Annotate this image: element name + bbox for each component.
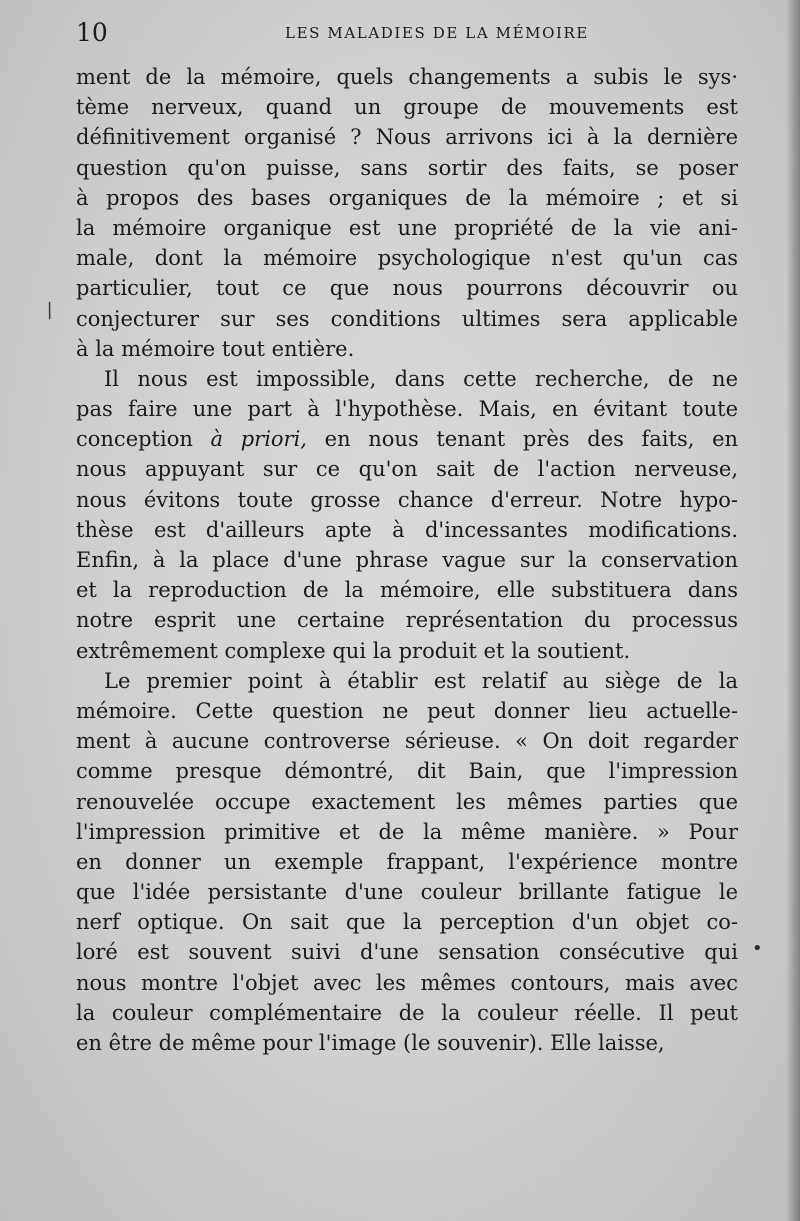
text-line: ment à aucune controverse sérieuse. « On doit regarder [76,729,738,754]
text-line: à propos des bases organiques de la mémoire ; et si [76,185,738,210]
margin-dot-mark: • [752,938,763,959]
text-line: définitivement organisé ? Nous arrivons ici à la dernière [76,125,738,150]
text-line: nous appuyant sur ce qu'on sait de l'action nerveuse, [76,457,738,482]
text-line: question qu'on puisse, sans sortir des faits, se poser [76,155,738,180]
text-line: en être de même pour l'image (le souvenir). Elle laisse, [76,1031,665,1055]
text-line: ment de la mémoire, quels changements a subis le sys· [76,65,738,89]
text-line: Enfin, à la place d'une phrase vague sur la conservation [76,548,738,572]
text-segment: conception [76,427,211,452]
text-line: particulier, tout ce que nous pourrons découvrir ou [76,276,738,301]
text-line: male, dont la mémoire psychologique n'est qu'un cas [76,246,738,271]
paragraph [76,666,738,1058]
text-line: en donner un exemple frappant, l'expérience montre [76,849,738,874]
text-line: la mémoire organique est une propriété de la vie ani- [76,215,738,240]
text-line: à la mémoire tout entière. [76,336,355,361]
text-line: extrêmement complexe qui la produit et la soutient. [76,638,631,663]
text-line: la couleur complémentaire de la couleur réelle. Il peut [76,1000,738,1025]
paragraph [76,364,738,666]
text-line: tème nerveux, quand un groupe de mouvements est [76,95,738,120]
text-line: pas faire une part à l'hypothèse. Mais, en évitant toute [76,397,738,422]
text-line: nerf optique. On sait que la perception d'un objet co- [76,910,738,935]
text-line: Il nous est impossible, dans cette recherche, de ne [104,366,738,391]
paragraph [76,62,738,364]
text-segment: en nous tenant près des faits, en [307,427,739,452]
text-line [76,424,738,454]
text-line: renouvelée occupe exactement les mêmes parties que [76,789,738,814]
text-line: l'impression primitive et de la même manière. » Pour [76,819,738,844]
text-line: conjecturer sur ses conditions ultimes sera applicable [76,306,738,331]
text-line: mémoire. Cette question ne peut donner lieu actuelle- [76,698,738,723]
text-line: Le premier point à établir est relatif au siège de la [104,668,738,693]
text-line: nous évitons toute grosse chance d'erreur. Notre hypo- [76,487,738,512]
body-text [76,62,738,1058]
page-number: 10 [76,18,108,47]
page-header [76,18,738,50]
running-head: LES MALADIES DE LA MÉMOIRE [285,24,589,42]
italic-phrase: à priori, [210,427,307,452]
text-line: notre esprit une certaine représentation du processus [76,608,738,633]
text-line: comme presque démontré, dit Bain, que l'impression [76,759,738,784]
text-line: nous montre l'objet avec les mêmes contours, mais avec [76,970,738,995]
text-line: que l'idée persistante d'une couleur brillante fatigue le [76,880,738,905]
text-line: loré est souvent suivi d'une sensation consécutive qui [76,940,738,965]
text-line: thèse est d'ailleurs apte à d'incessantes modifications. [76,517,738,542]
margin-pencil-mark: / [42,297,57,323]
text-line: et la reproduction de la mémoire, elle substituera dans [76,578,738,603]
